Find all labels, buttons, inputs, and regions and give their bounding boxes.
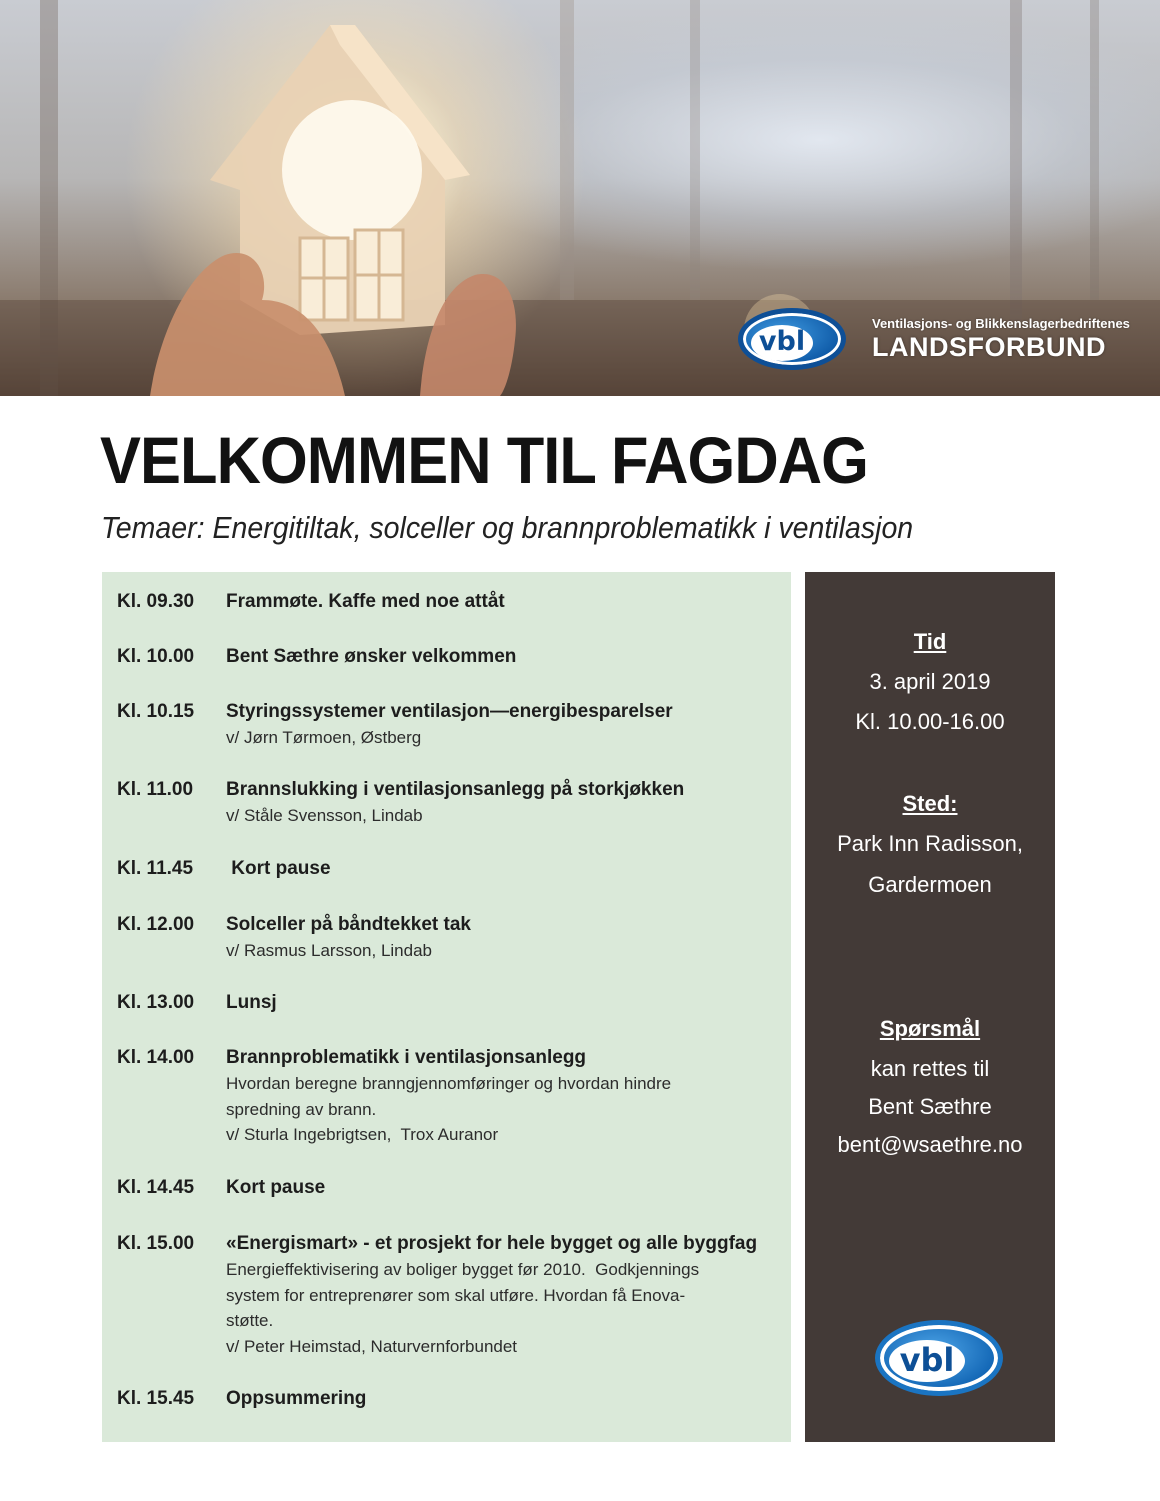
place-line: Park Inn Radisson, [837, 831, 1023, 856]
info-box [805, 572, 1055, 1442]
program-time: Kl. 14.00 [117, 1047, 195, 1068]
vbl-logo-footer [875, 1320, 1003, 1396]
program-title: Oppsummering [226, 1388, 367, 1409]
time-heading: Tid [913, 629, 947, 654]
place-line: Gardermoen [868, 872, 992, 897]
vbl-logo-mark [738, 308, 846, 370]
program-title: Kort pause [226, 1177, 326, 1198]
event-hours: Kl. 10.00-16.00 [855, 709, 1005, 734]
event-date: 3. april 2019 [869, 669, 991, 694]
program-time: Kl. 13.00 [117, 992, 195, 1013]
page-subtitle: Temaer: Energitiltak, solceller og brannproblematikk i ventilasjon [101, 510, 914, 545]
logo-name: LANDSFORBUND [872, 332, 1106, 362]
questions-line: kan rettes til [870, 1056, 990, 1081]
vbl-logo-text: vbl [751, 325, 813, 361]
program-title: Styringssystemer ventilasjon—energibesparelser [226, 701, 673, 722]
program-title: Kort pause [226, 858, 331, 879]
program-time: Kl. 10.00 [117, 646, 195, 667]
program-time: Kl. 15.00 [117, 1233, 195, 1254]
questions-email[interactable]: bent@wsaethre.no [837, 1132, 1023, 1157]
program-detail: spredning av brann. [226, 1099, 377, 1119]
program-detail: v/ Rasmus Larsson, Lindab [226, 941, 432, 960]
program-detail: Hvordan beregne branngjennomføringer og hvordan hindre [226, 1074, 672, 1093]
program-title: Solceller på båndtekket tak [226, 914, 471, 935]
questions-contact: Bent Sæthre [868, 1094, 992, 1119]
program-title: «Energismart» - et prosjekt for hele bygget og alle byggfag [226, 1233, 758, 1254]
vbl-logo-text: vbl [889, 1340, 965, 1382]
vbl-logo-header [738, 308, 1128, 372]
program-box [102, 572, 791, 1442]
header-photo [0, 0, 1160, 396]
program-title: Brannproblematikk i ventilasjonsanlegg [226, 1047, 587, 1068]
program-time: Kl. 11.45 [117, 858, 194, 879]
program-title: Brannslukking i ventilasjonsanlegg på storkjøkken [226, 779, 685, 800]
program-detail: v/ Ståle Svensson, Lindab [226, 806, 423, 825]
program-time: Kl. 11.00 [117, 779, 194, 800]
program-time: Kl. 15.45 [117, 1388, 195, 1409]
questions-heading: Spørsmål [879, 1016, 981, 1041]
program-detail: v/ Peter Heimstad, Naturvernforbundet [226, 1336, 518, 1356]
program-time: Kl. 12.00 [117, 914, 195, 935]
program-title: Bent Sæthre ønsker velkommen [226, 646, 517, 667]
program-title: Lunsj [226, 992, 277, 1013]
logo-tagline: Ventilasjons- og Blikkenslagerbedriftenes [872, 316, 1130, 331]
program-detail: system for entreprenører som skal utføre. Hvordan få Enova- [226, 1285, 686, 1305]
program-time: Kl. 10.15 [117, 701, 195, 722]
page-title: VELKOMMEN TIL FAGDAG [100, 423, 868, 497]
program-detail: v/ Sturla Ingebrigtsen, Trox Auranor [226, 1125, 499, 1144]
program-title: Frammøte. Kaffe med noe attåt [226, 591, 505, 612]
program-time: Kl. 14.45 [117, 1177, 195, 1198]
program-detail: v/ Jørn Tørmoen, Østberg [226, 728, 422, 747]
program-detail: Energieffektivisering av boliger bygget før 2010. Godkjennings [226, 1260, 700, 1279]
place-heading: Sted: [902, 791, 958, 816]
program-time: Kl. 09.30 [117, 591, 195, 612]
program-detail: støtte. [226, 1311, 274, 1330]
